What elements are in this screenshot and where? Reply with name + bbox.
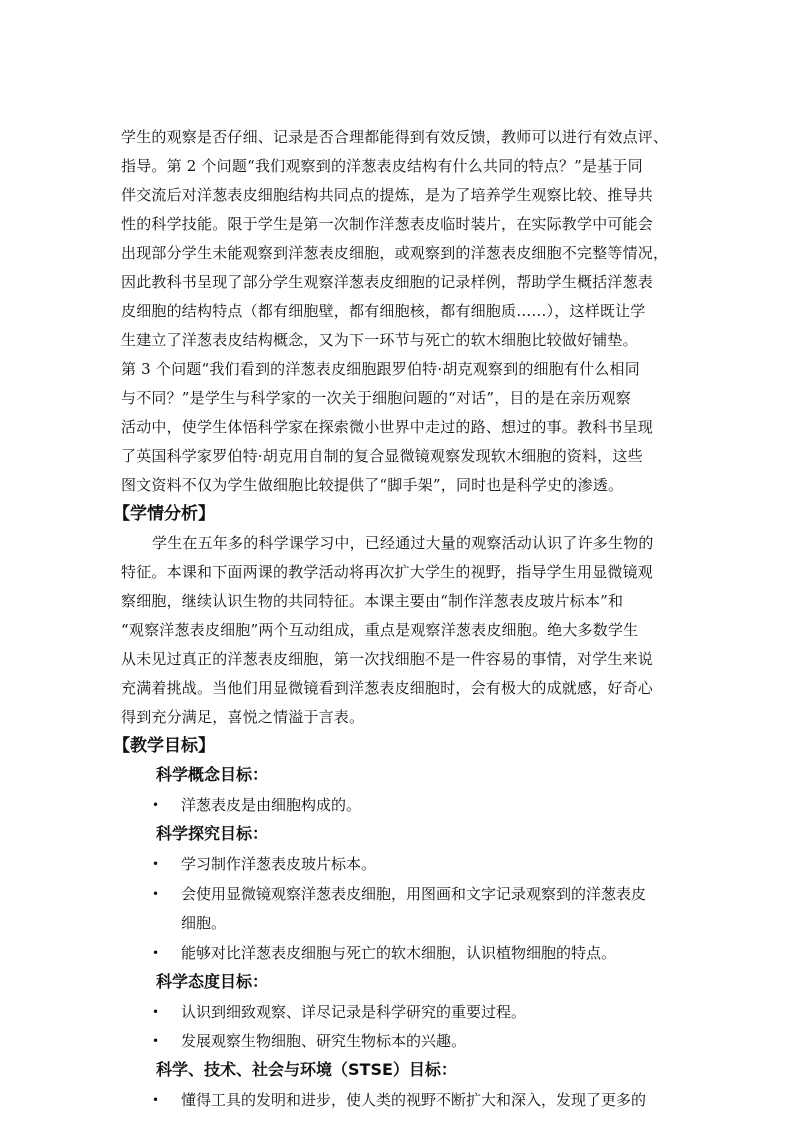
text-line: “观察洋葱表皮细胞”两个互动组成，重点是观察洋葱表皮细胞。绝大多数学生 xyxy=(121,621,639,639)
text-line: 学生的观察是否仔细、记录是否合理都能得到有效反馈，教师可以进行有效点评、 xyxy=(121,128,669,146)
goal-item: 懂得工具的发明和进步，使人类的视野不断扩大和深入，发现了更多的 xyxy=(181,1091,647,1109)
bullet-icon: • xyxy=(152,1005,160,1019)
goal-title-inquiry: 科学探究目标： xyxy=(156,824,269,843)
text-line: 第 3 个问题“我们看到的洋葱表皮细胞跟罗伯特·胡克观察到的细胞有什么相同 xyxy=(121,360,640,378)
text-line: 因此教科书呈现了部分学生观察洋葱表皮细胞的记录样例，帮助学生概括洋葱表 xyxy=(121,273,654,291)
goal-title-concept: 科学概念目标： xyxy=(156,765,269,784)
text-line: 活动中，使学生体悟科学家在探索微小世界中走过的路、想过的事。教科书呈现 xyxy=(121,418,654,436)
text-line: 性的科学技能。限于学生是第一次制作洋葱表皮临时装片，在实际教学中可能会 xyxy=(121,215,654,233)
text-line: 出现部分学生未能观察到洋葱表皮细胞，或观察到的洋葱表皮细胞不完整等情况， xyxy=(121,244,669,262)
text-line: 充满着挑战。当他们用显微镜看到洋葱表皮细胞时，会有极大的成就感，好奇心 xyxy=(121,679,654,697)
bullet-icon: • xyxy=(152,1093,160,1107)
text-line: 伴交流后对洋葱表皮细胞结构共同点的提炼，是为了培养学生观察比较、推导共 xyxy=(121,186,654,204)
text-line: 得到充分满足，喜悦之情溢于言表。 xyxy=(121,708,365,726)
text-line: 从未见过真正的洋葱表皮细胞，第一次找细胞不是一件容易的事情，对学生来说 xyxy=(121,650,654,668)
text-line: 皮细胞的结构特点（都有细胞壁，都有细胞核，都有细胞质……），这样既让学 xyxy=(121,302,646,320)
text-line: 指导。第 2 个问题“我们观察到的洋葱表皮结构有什么共同的特点？”是基于同 xyxy=(121,157,643,175)
text-line: 图文资料不仅为学生做细胞比较提供了“脚手架”，同时也是科学史的渗透。 xyxy=(121,476,624,494)
text-line: 学生在五年多的科学课学习中，已经通过大量的观察活动认识了许多生物的 xyxy=(152,534,654,552)
goal-item: 发展观察生物细胞、研究生物标本的兴趣。 xyxy=(181,1032,467,1050)
section-heading-xueqing: 【学情分析】 xyxy=(113,504,215,524)
bullet-icon: • xyxy=(152,1034,160,1048)
goal-title-stse: 科学、技术、社会与环境（STSE）目标： xyxy=(156,1060,457,1079)
bullet-icon: • xyxy=(152,946,160,960)
bullet-icon: • xyxy=(152,887,160,901)
goal-item: 认识到细致观察、详尽记录是科学研究的重要过程。 xyxy=(181,1003,527,1021)
text-line: 与不同？”是学生与科学家的一次关于细胞问题的“对话”，目的是在亲历观察 xyxy=(121,389,632,407)
goal-item: 学习制作洋葱表皮玻片标本。 xyxy=(181,855,377,873)
text-line: 生建立了洋葱表皮结构概念，又为下一环节与死亡的软木细胞比较做好铺垫。 xyxy=(121,331,638,349)
bullet-icon: • xyxy=(152,798,160,812)
goal-title-attitude: 科学态度目标： xyxy=(156,972,269,991)
goal-item: 能够对比洋葱表皮细胞与死亡的软木细胞，认识植物细胞的特点。 xyxy=(181,944,617,962)
goal-item-continued: 细胞。 xyxy=(181,914,227,932)
goal-item: 会使用显微镜观察洋葱表皮细胞，用图画和文字记录观察到的洋葱表皮 xyxy=(181,885,647,903)
text-line: 特征。本课和下面两课的教学活动将再次扩大学生的视野，指导学生用显微镜观 xyxy=(121,563,654,581)
bullet-icon: • xyxy=(152,857,160,871)
section-heading-mubiao: 【教学目标】 xyxy=(113,736,215,756)
text-line: 察细胞，继续认识生物的共同特征。本课主要由“制作洋葱表皮玻片标本”和 xyxy=(121,592,624,610)
goal-item: 洋葱表皮是由细胞构成的。 xyxy=(181,796,362,814)
text-line: 了英国科学家罗伯特·胡克用自制的复合显微镜观察发现软木细胞的资料，这些 xyxy=(121,447,643,465)
